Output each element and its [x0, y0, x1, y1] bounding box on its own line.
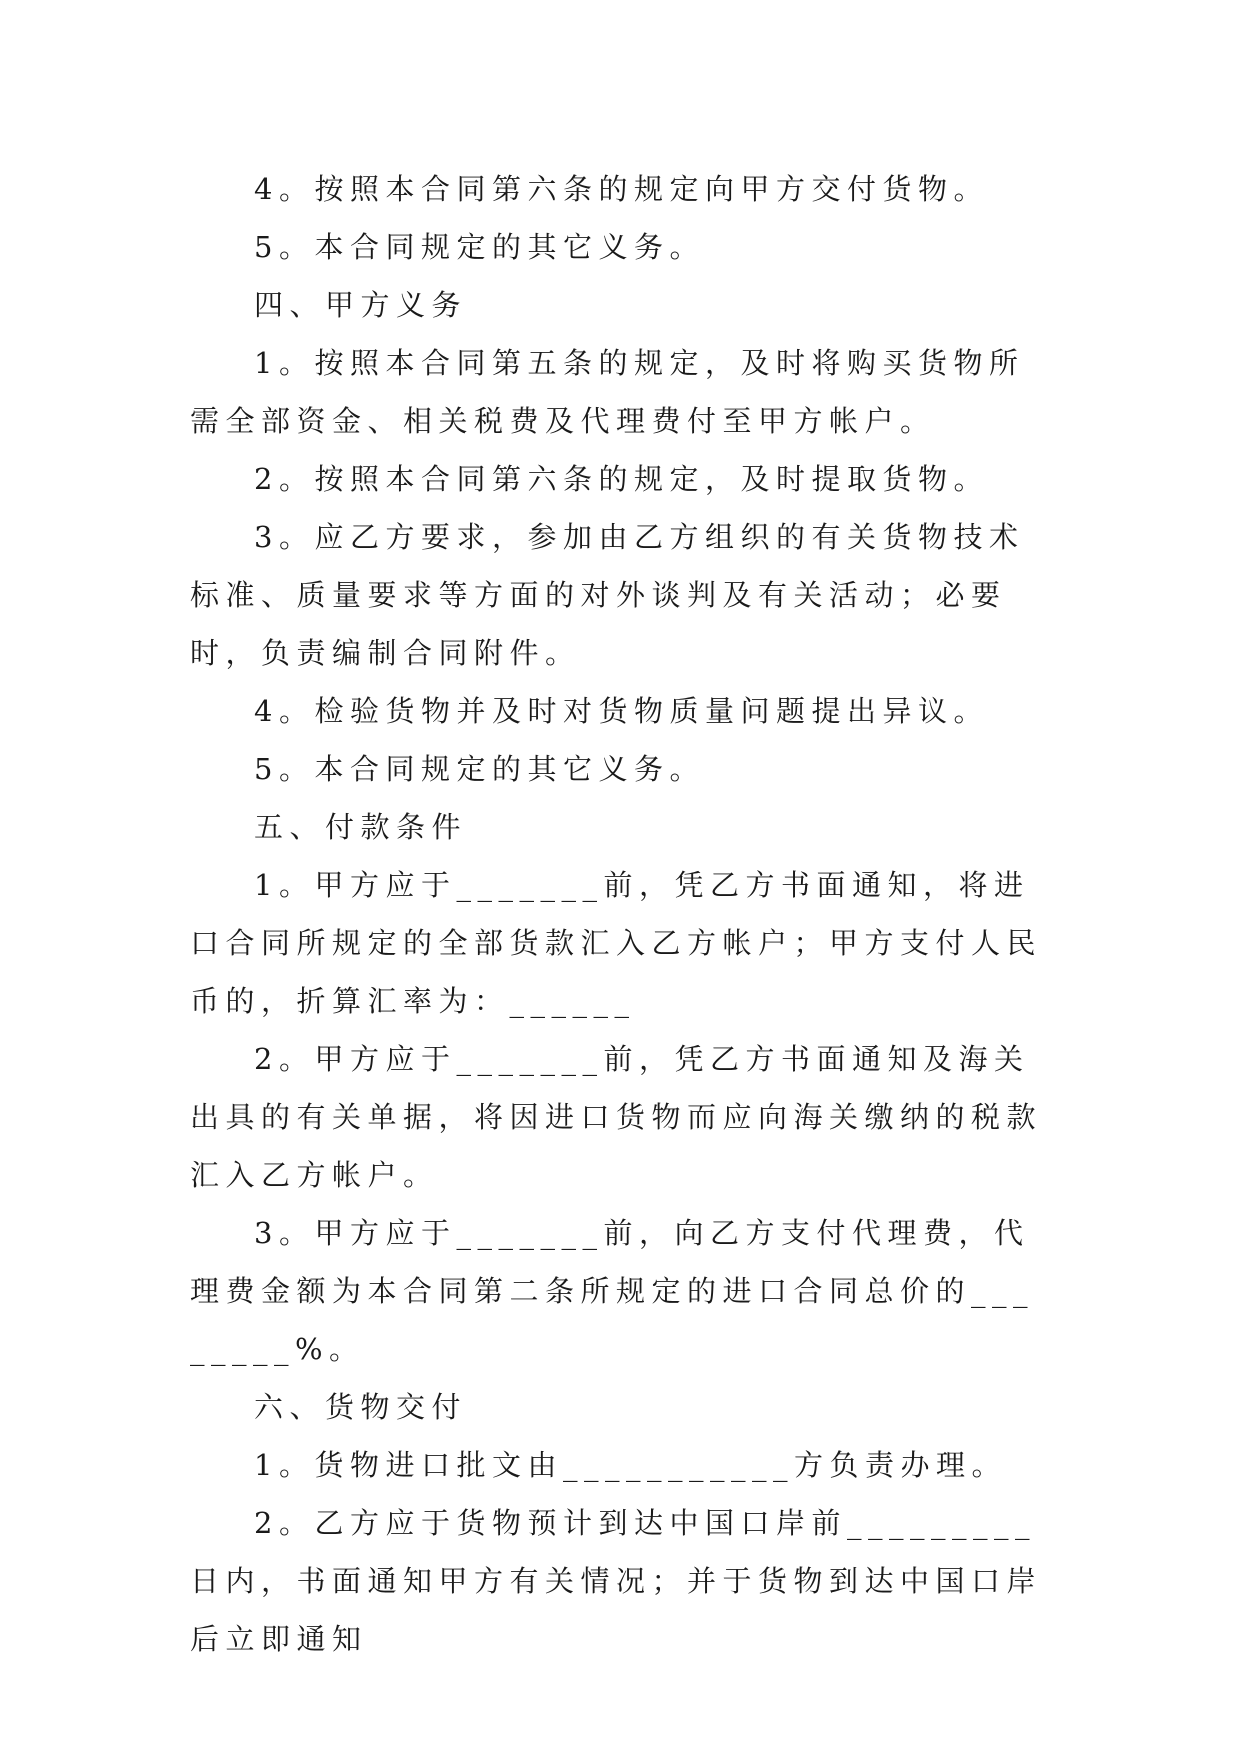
paragraph-buyer-obligation-1: 1。按照本合同第五条的规定，及时将购买货物所需全部资金、相关税费及代理费付至甲方帐户。	[190, 346, 1025, 438]
paragraph-seller-obligation-5: 5。本合同规定的其它义务。	[254, 230, 705, 264]
paragraph-buyer-obligation-2: 2。按照本合同第六条的规定，及时提取货物。	[254, 462, 989, 496]
paragraph-payment-2: 2。甲方应于_______前，凭乙方书面通知及海关出具的有关单据，将因进口货物而应向海关缴纳的税款汇入乙方帐户。	[190, 1042, 1043, 1192]
paragraph-buyer-obligation-5: 5。本合同规定的其它义务。	[254, 752, 705, 786]
paragraph-buyer-obligation-3: 3。应乙方要求，参加由乙方组织的有关货物技术标准、质量要求等方面的对外谈判及有关活动；必要时，负责编制合同附件。	[190, 520, 1025, 670]
paragraph-seller-obligation-4: 4。按照本合同第六条的规定向甲方交付货物。	[254, 172, 989, 206]
paragraph-payment-3: 3。甲方应于_______前，向乙方支付代理费，代理费金额为本合同第二条所规定的进口合同总价的________%。	[190, 1216, 1035, 1366]
section-heading-buyer-obligations: 四、甲方义务	[254, 288, 468, 322]
section-heading-delivery: 六、货物交付	[254, 1390, 468, 1424]
paragraph-delivery-1: 1。货物进口批文由___________方负责办理。	[254, 1448, 1007, 1482]
paragraph-buyer-obligation-4: 4。检验货物并及时对货物质量问题提出异议。	[254, 694, 989, 728]
paragraph-delivery-2: 2。乙方应于货物预计到达中国口岸前_________日内，书面通知甲方有关情况；并于货物到达中国口岸后立即通知	[190, 1506, 1043, 1656]
section-heading-payment-terms: 五、付款条件	[254, 810, 468, 844]
paragraph-payment-1: 1。甲方应于_______前，凭乙方书面通知，将进口合同所规定的全部货款汇入乙方帐户；甲方支付人民币的，折算汇率为：______	[190, 868, 1043, 1018]
